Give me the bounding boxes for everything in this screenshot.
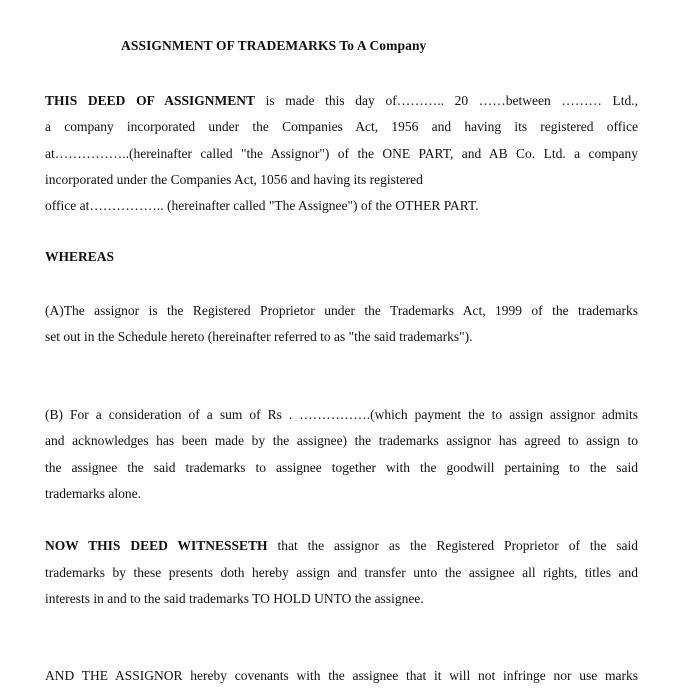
clause-b-line-1: (B) For a consideration of a sum of Rs . …………….(which payment the to assign assignor admits <box>45 407 638 422</box>
witnesseth-line-3: interests in and to the said trademarks TO HOLD UNTO the assignee. <box>45 591 424 606</box>
whereas-heading: WHEREAS <box>45 249 115 264</box>
witnesseth-lead-bold: NOW THIS DEED WITNESSETH <box>45 538 268 553</box>
intro-line-1-rest: is made this day of……….. 20 ……between ……… Ltd., <box>254 93 638 108</box>
intro-line-4: incorporated under the Companies Act, 1056 and having its registered <box>45 172 423 187</box>
intro-line-2: a company incorporated under the Companies Act, 1956 and having its registered office <box>45 119 638 134</box>
clause-b-line-4: trademarks alone. <box>45 486 141 501</box>
witnesseth-line-1-rest: that the assignor as the Registered Proprietor of the said <box>267 538 638 553</box>
witnesseth-line-2: trademarks by these presents doth hereby assign and transfer unto the assignee all rights, titles and <box>45 565 638 580</box>
intro-lead-bold: THIS DEED OF ASSIGNMENT <box>45 93 255 108</box>
clause-b-line-2: and acknowledges has been made by the assignee) the trademarks assignor has agreed to assign to <box>45 433 638 448</box>
intro-line-5: office at…………….. (hereinafter called "The Assignee") of the OTHER PART. <box>45 198 479 213</box>
intro-line-1 <box>45 93 638 109</box>
document-title: ASSIGNMENT OF TRADEMARKS To A Company <box>121 38 427 53</box>
clause-b-line-3: the assignee the said trademarks to assignee together with the goodwill pertaining to the said <box>45 460 638 475</box>
covenant-line-1: AND THE ASSIGNOR hereby covenants with the assignee that it will not infringe nor use marks <box>45 668 638 683</box>
witnesseth-line-1 <box>45 538 638 554</box>
clause-a-line-2: set out in the Schedule hereto (hereinafter referred to as "the said trademarks"). <box>45 329 473 344</box>
clause-a-line-1: (A)The assignor is the Registered Proprietor under the Trademarks Act, 1999 of the trademarks <box>45 303 638 318</box>
intro-line-3: at……………..(hereinafter called "the Assignor") of the ONE PART, and AB Co. Ltd. a company <box>45 146 638 161</box>
